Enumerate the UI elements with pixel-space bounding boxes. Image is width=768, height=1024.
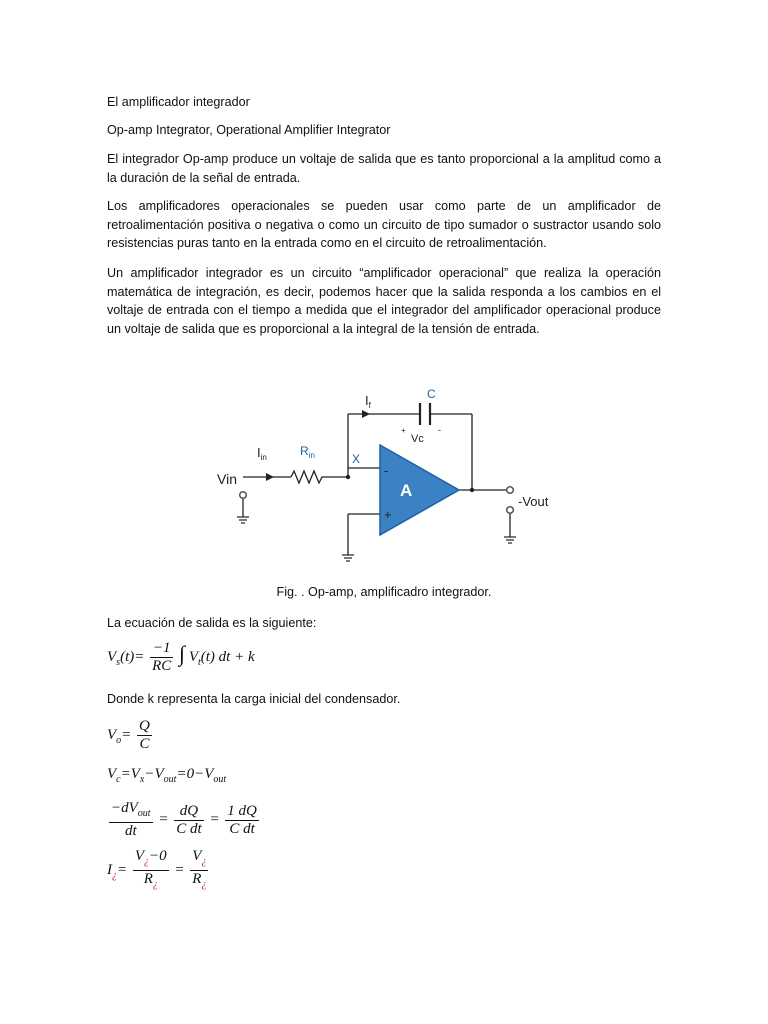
equation-current: $I_¿=$ $\frac{V_¿-0}{R_¿}$ = $\frac{V_¿}{R_¿}$ xyxy=(107,848,207,890)
k-note: Donde k representa la carga inicial del condensador. xyxy=(107,692,401,706)
paragraph-3: Un amplificador integrador es un circuito “amplificador operacional” que realiza la operación matemática de integración, es decir, podemos hacer que la salida responda a los cambios en el voltaje de entrada con el tiempo a medida que el integrador del amplificador operacional produce un voltaje de salida que es proporcional a la integral de la tensión de entrada. xyxy=(107,266,661,336)
equation-vo: $V_o=$ $\frac{Q}{C}$ xyxy=(107,718,150,752)
ground-symbol-vin xyxy=(237,517,249,523)
label-iin: $I_{in}$ xyxy=(257,445,267,462)
ground-symbol-plus xyxy=(342,555,354,561)
opamp-triangle xyxy=(380,445,459,535)
junction-dot-x xyxy=(346,475,350,479)
junction-dot-out xyxy=(470,488,474,492)
equation-vc: $V_c=V_x-V_{out}=0-V_{out}$ xyxy=(107,766,227,785)
label-opamp-a: A xyxy=(400,481,413,500)
equation-intro: La ecuación de salida es la siguiente: xyxy=(107,616,317,630)
document-subtitle: Op-amp Integrator, Operational Amplifier Integrator xyxy=(107,123,391,137)
label-vin: Vin xyxy=(217,471,237,487)
label-vout: -Vout xyxy=(518,494,549,509)
paragraph-2: Los amplificadores operacionales se pueden usar como parte de un amplificador de retroalimentación positiva o negativa o como un circuito de tipo sumador o sustractor usando solo resistencias puras tanto en la entrada como en el circuito de retroalimentación. xyxy=(107,199,661,251)
figure-caption: Fig. . Op-amp, amplificadro integrador. xyxy=(276,585,492,599)
label-cap-plus: + xyxy=(401,426,406,435)
if-arrow-icon xyxy=(362,410,370,418)
equation-output: $V_s(t)=$ $\frac{-1}{RC}$ ∫ $V_t(t)$ dt + k xyxy=(107,640,255,674)
integrator-circuit-diagram xyxy=(200,383,560,573)
label-c: C xyxy=(427,387,436,401)
label-x: X xyxy=(352,452,361,466)
label-noninverting-input: + xyxy=(384,507,392,522)
resistor-rin xyxy=(291,471,325,483)
label-inverting-input: - xyxy=(384,463,389,478)
vout-ground-terminal xyxy=(507,507,514,514)
equation-dvout: $\frac{-dV_{out}}{dt}$ = $\frac{dQ}{\text{C dt}}$ = $\frac{1 dQ}{\text{C dt}}$ xyxy=(111,800,257,839)
label-if: $I_f$ xyxy=(365,393,371,410)
iin-arrow-icon xyxy=(266,473,274,481)
capacitor-c xyxy=(420,403,430,425)
vout-terminal xyxy=(507,487,514,494)
document-title: El amplificador integrador xyxy=(107,95,250,109)
label-vc: Vc xyxy=(411,433,424,445)
paragraph-1: El integrador Op-amp produce un voltaje de salida que es tanto proporcional a la amplitud como a la duración de la señal de entrada. xyxy=(107,152,661,185)
label-rin: $R_{in}$ xyxy=(300,444,315,460)
ground-symbol-vout xyxy=(504,537,516,543)
vin-terminal xyxy=(240,492,247,499)
label-cap-minus: - xyxy=(438,425,441,435)
